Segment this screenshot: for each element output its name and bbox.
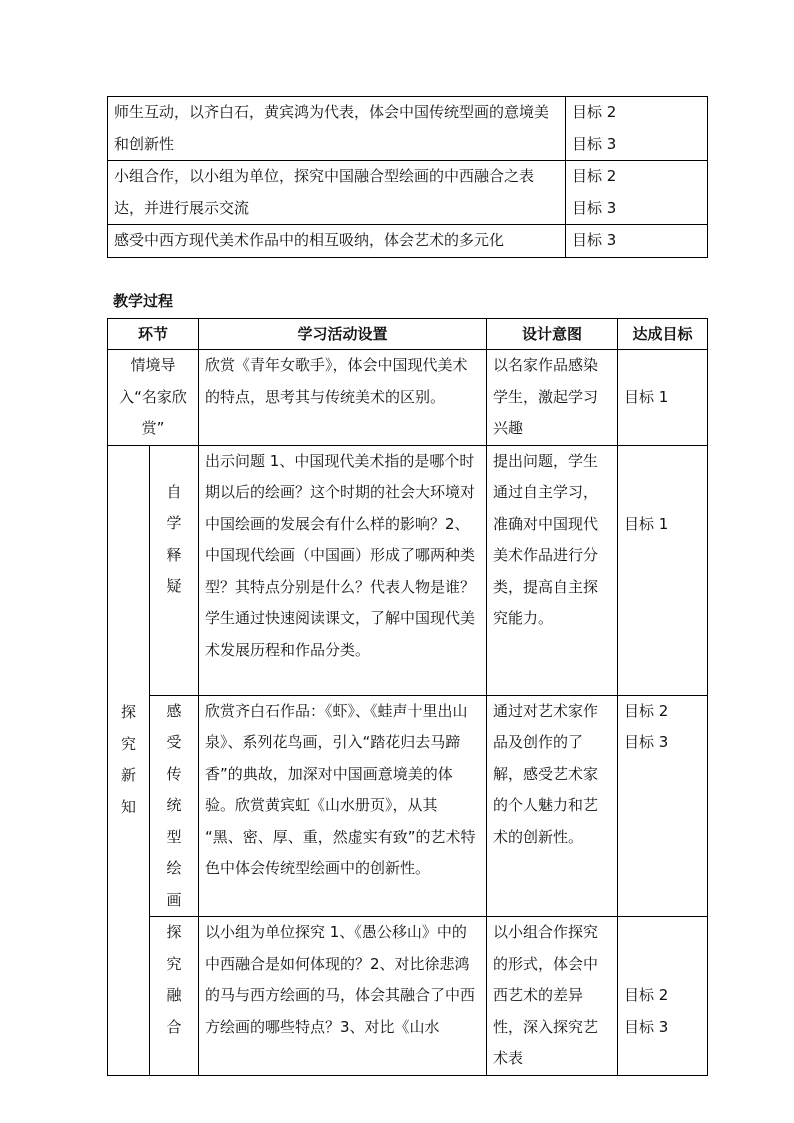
table-row <box>108 225 708 258</box>
target-self-study: 目标 1 <box>618 445 708 695</box>
table-row <box>108 161 708 225</box>
table-row <box>108 445 708 695</box>
header-stage: 环节 <box>108 319 199 350</box>
goal-targets <box>566 97 708 161</box>
target-label: 目标 2 <box>572 167 617 185</box>
intent-fusion: 以小组合作探究的形式，体会中西艺术的差异性，深入探究艺术表 <box>487 917 618 1076</box>
activity-fusion: 以小组为单位探究 1、《愚公移山》中的中西融合是如何体现的？2、对比徐悲鸿的马与西方绘画的马，体会其融合了中西方绘画的哪些特点？3、对比《山水 <box>199 917 487 1076</box>
target-label: 目标 3 <box>572 198 617 217</box>
target-traditional: 目标 2 目标 3 <box>618 695 708 917</box>
goal-activity: 感受中西方现代美术作品中的相互吸纳，体会艺术的多元化 <box>108 225 566 258</box>
intent-intro: 以名家作品感染学生，激起学习兴趣 <box>487 350 618 446</box>
intent-traditional: 通过对艺术家作品及创作的了解，感受艺术家的个人魅力和艺术的创新性。 <box>487 695 618 917</box>
teaching-process-table <box>107 318 708 1076</box>
header-intent: 设计意图 <box>487 319 618 350</box>
goals-table <box>107 96 708 258</box>
stage-explore: 探 究 新 知 <box>108 445 150 1075</box>
intent-self-study: 提出问题，学生通过自主学习，准确对中国现代美术作品进行分类，提高自主探究能力。 <box>487 445 618 695</box>
header-target: 达成目标 <box>618 319 708 350</box>
table-row <box>108 97 708 161</box>
goal-activity: 小组合作，以小组为单位，探究中国融合型绘画的中西融合之表达，并进行展示交流 <box>108 161 566 225</box>
activity-self-study: 出示问题 1、中国现代美术指的是哪个时期以后的绘画？这个时期的社会大环境对中国绘画的发展会有什么样的影响？2、中国现代绘画（中国画）形成了哪两种类型？其特点分别是什么？代表人物是谁？ 学生通过快速阅读课文，了解中国现代美术发展历程和作品分类。 <box>199 445 487 695</box>
header-activity: 学习活动设置 <box>199 319 487 350</box>
target-label: 目标 2 <box>572 103 617 121</box>
target-label: 目标 3 <box>572 134 617 153</box>
substage-traditional: 感 受 传 统 型 绘 画 <box>150 695 199 917</box>
table-row <box>108 917 708 1076</box>
table-header-row <box>108 319 708 350</box>
substage-fusion: 探 究 融 合 <box>150 917 199 1076</box>
target-fusion: 目标 2 目标 3 <box>618 917 708 1076</box>
target-intro: 目标 1 <box>618 350 708 446</box>
table-row <box>108 695 708 917</box>
table-row <box>108 350 708 446</box>
goal-activity: 师生互动，以齐白石，黄宾鸿为代表，体会中国传统型画的意境美和创新性 <box>108 97 566 161</box>
activity-intro: 欣赏《青年女歌手》，体会中国现代美术的特点，思考其与传统美术的区别。 <box>199 350 487 446</box>
goal-targets <box>566 225 708 258</box>
substage-self-study: 自 学 释 疑 <box>150 445 199 695</box>
activity-traditional: 欣赏齐白石作品：《虾》、《蛙声十里出山泉》、系列花鸟画，引入“踏花归去马蹄香”的典故，加深对中国画意境美的体验。欣赏黄宾虹《山水册页》，从其 “黑、密、厚、重，然虚实有致”的艺术特色中体会传统型绘画中的创新性。 <box>199 695 487 917</box>
section-title: 教学过程 <box>113 292 174 310</box>
target-label: 目标 3 <box>572 231 617 249</box>
goal-targets <box>566 161 708 225</box>
stage-intro: 情境导入“名家欣赏” <box>108 350 199 446</box>
